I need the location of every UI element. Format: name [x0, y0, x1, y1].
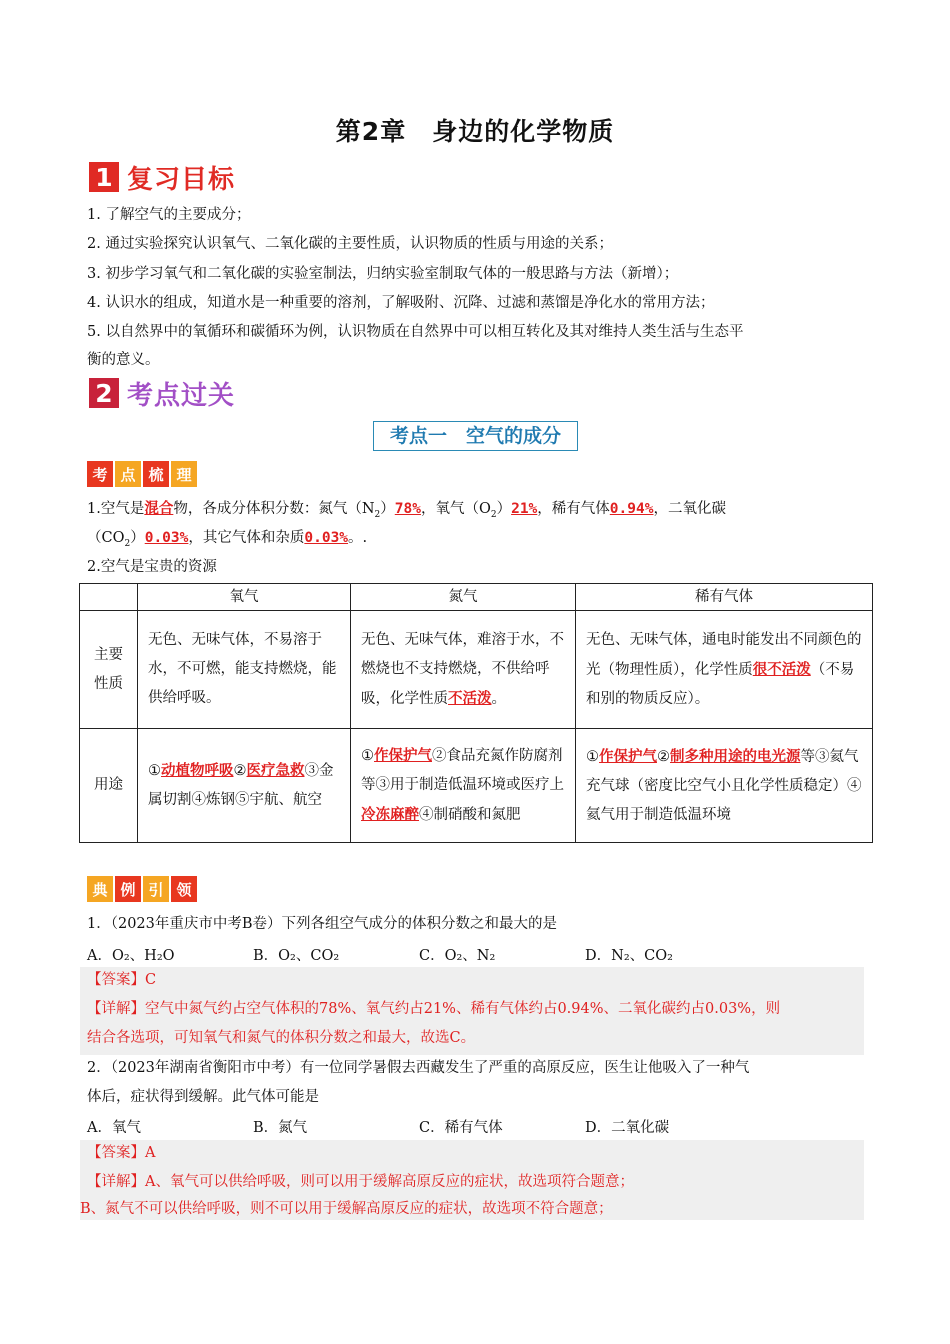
- option: C．稀有气体: [419, 1120, 503, 1136]
- badge-char: 梳: [143, 461, 169, 487]
- row-label: 主要性质: [80, 611, 138, 729]
- text: ）: [380, 501, 395, 517]
- q2-stem-2: 体后，症状得到缓解。此气体可能是: [87, 1089, 319, 1105]
- text: 无色、无味气体，难溶于水，不燃烧也不支持燃烧，不供给呼吸，化学性质: [361, 631, 564, 707]
- air-composition-line2: [87, 528, 367, 554]
- answer-blank: 78%: [394, 501, 421, 517]
- q1-stem: 1．（2023年重庆市中考B卷）下列各组空气成分的体积分数之和最大的是: [87, 916, 558, 932]
- badge-char: 理: [171, 461, 197, 487]
- badge-char: 例: [115, 876, 141, 902]
- badge-char: 领: [171, 876, 197, 902]
- answer-blank: 医疗急救: [246, 762, 305, 779]
- text: （不易和别的物质反应）。: [586, 661, 855, 707]
- text: 。.: [348, 530, 368, 546]
- objective-2: 2. 通过实验探究认识氧气、二氧化碳的主要性质，认识物质的性质与用途的关系；: [87, 236, 613, 252]
- subscript: 2: [124, 538, 131, 549]
- objective-5: 5. 以自然界中的氧循环和碳循环为例，认识物质在自然界中可以相互转化及其对维持人类生活与生态平: [87, 324, 744, 340]
- objective-5-cont: 衡的意义。: [87, 352, 160, 368]
- table-header-cell: 氧气: [138, 584, 351, 611]
- q1-answer: 【答案】C: [87, 972, 157, 988]
- objective-3: 3. 初步学习氧气和二氧化碳的实验室制法，归纳实验室制取气体的一般思路与方法（新增）；: [87, 266, 679, 282]
- answer-blank: 混合: [144, 500, 174, 517]
- q1-answer-box: [80, 967, 864, 1055]
- subscript: 2: [374, 509, 381, 520]
- table-cell: [576, 729, 873, 843]
- q2-options: [87, 1116, 751, 1137]
- table-header-cell: 稀有气体: [576, 584, 873, 611]
- answer-blank: 0.03%: [304, 530, 349, 546]
- answer-blank: 0.03%: [144, 530, 189, 546]
- q1-options: [87, 944, 751, 965]
- text: ，氧气（O: [420, 501, 491, 517]
- text: ②食品充氮作防腐剂等③用于制造低温环境或医疗上: [361, 748, 564, 793]
- section-review-goals: [89, 160, 235, 194]
- text: ，二氧化碳: [653, 501, 726, 517]
- q2-answer: 【答案】A: [87, 1145, 156, 1161]
- subscript: 2: [490, 509, 497, 520]
- section-number: 2: [89, 378, 119, 408]
- q2-detail-2: B、氮气不可以供给呼吸，则不可以用于缓解高原反应的症状，故选项不符合题意；: [80, 1201, 613, 1217]
- table-row: [80, 729, 873, 843]
- answer-blank: 制多种用途的电光源: [670, 747, 801, 765]
- section-label: 复习目标: [127, 164, 236, 195]
- text: （CO: [87, 530, 125, 546]
- option: A．氧气: [87, 1120, 141, 1136]
- air-composition-line1: [87, 499, 726, 525]
- row-label: 用途: [80, 729, 138, 843]
- text: ②: [657, 748, 670, 765]
- option: D．N₂、CO₂: [585, 948, 673, 964]
- text: 1.空气是: [87, 501, 145, 517]
- section-label: 考点过关: [127, 380, 236, 411]
- table-header-cell: [80, 584, 138, 611]
- answer-blank: 动植物呼吸: [161, 762, 234, 779]
- table-row: [80, 611, 873, 729]
- section-exam-points: [89, 376, 235, 410]
- text: 等③氦气充气球（密度比空气小且化学性质稳定）④氦气用于制造低温环境: [586, 748, 862, 823]
- text: ）: [130, 530, 145, 546]
- q2-stem-1: 2．（2023年湖南省衡阳市中考）有一位同学暑假去西藏发生了严重的高原反应，医生让他吸入了一种气: [87, 1060, 750, 1076]
- text: ①: [586, 748, 599, 765]
- gas-table: [79, 583, 873, 843]
- option: B．氮气: [253, 1120, 308, 1136]
- text: ）: [496, 501, 512, 517]
- badge-char: 考: [87, 461, 113, 487]
- answer-blank: 作保护气: [599, 747, 657, 765]
- table-cell: [351, 611, 576, 729]
- option: A．O₂、H₂O: [87, 948, 175, 964]
- q2-detail-1: 【详解】A、氧气可以供给呼吸，则可以用于缓解高原反应的症状，故选项符合题意；: [87, 1174, 634, 1190]
- text: ①: [148, 763, 161, 779]
- text: 物，各成分体积分数：氮气（N: [173, 501, 375, 517]
- text: ，稀有气体: [537, 501, 610, 517]
- option: C．O₂、N₂: [419, 948, 496, 964]
- table-header-row: [80, 584, 873, 611]
- option: D．二氧化碳: [585, 1120, 670, 1136]
- q2-answer-box: [80, 1140, 864, 1220]
- badge-kaodian-shuli: [87, 461, 199, 487]
- badge-char: 典: [87, 876, 113, 902]
- text: ②: [233, 763, 247, 779]
- answer-blank: 不活泼: [448, 689, 492, 707]
- text: ①: [361, 748, 374, 764]
- badge-dianli-yinling: [87, 876, 199, 902]
- answer-blank: 21%: [511, 501, 538, 517]
- table-cell: [351, 729, 576, 843]
- text: ③金属切割④炼钢⑤宇航、航空: [148, 763, 334, 808]
- answer-blank: 0.94%: [609, 501, 654, 517]
- badge-char: 点: [115, 461, 141, 487]
- objective-4: 4. 认识水的组成，知道水是一种重要的溶剂，了解吸附、沉降、过滤和蒸馏是净化水的常用方法；: [87, 295, 715, 311]
- resource-heading: 2.空气是宝贵的资源: [87, 559, 217, 575]
- answer-blank: 很不活泼: [752, 660, 811, 678]
- option: B．O₂、CO₂: [253, 948, 340, 964]
- table-cell: [576, 611, 873, 729]
- table-cell: 无色、无味气体，不易溶于水，不可燃，能支持燃烧，能供给呼吸。: [138, 611, 351, 729]
- objective-1: 1. 了解空气的主要成分；: [87, 207, 251, 223]
- text: 。: [491, 690, 506, 707]
- section-number: 1: [89, 162, 119, 192]
- text: ④制硝酸和氮肥: [419, 807, 521, 823]
- table-cell: [138, 729, 351, 843]
- kp1-title: 考点一 空气的成分: [373, 421, 578, 451]
- text: ，其它气体和杂质: [188, 530, 305, 546]
- page-title: 第2章 身边的化学物质: [335, 117, 615, 146]
- q1-detail-2: 结合各选项，可知氧气和氮气的体积分数之和最大，故选C。: [87, 1030, 476, 1046]
- q1-detail-1: 【详解】空气中氮气约占空气体积的78%、氧气约占21%、稀有气体约占0.94%、二氧化碳约占0.03%，则: [87, 1001, 781, 1017]
- text: 无色、无味气体，通电时能发出不同颜色的光（物理性质），化学性质: [586, 631, 862, 678]
- answer-blank: 作保护气: [374, 747, 432, 764]
- answer-blank: 冷冻麻醉: [361, 806, 419, 823]
- table-header-cell: 氮气: [351, 584, 576, 611]
- badge-char: 引: [143, 876, 169, 902]
